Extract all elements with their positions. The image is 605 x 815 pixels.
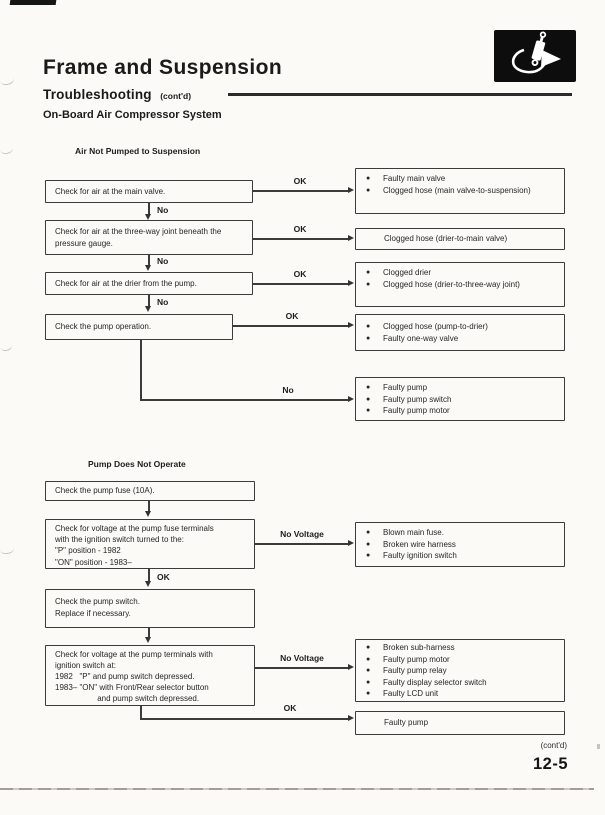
scan-artifact (0, 340, 13, 352)
bullet-icon (366, 539, 383, 551)
ok-label: OK (293, 176, 307, 186)
step-box-three-way-joint (45, 220, 253, 255)
result-box-4 (355, 314, 565, 351)
result-item: ● Faulty one-way valve (356, 333, 564, 345)
step-box-fuse-voltage (45, 519, 255, 569)
connector-no-voltage-2 (255, 667, 349, 669)
bullet-icon (366, 185, 383, 197)
step-text-line: 1983– "ON" with Front/Rear selector button (55, 683, 209, 692)
step-box-check-main-valve (45, 180, 253, 203)
result-box-8 (355, 711, 565, 735)
shock-absorber-icon (494, 30, 576, 82)
bullet-icon (366, 279, 383, 291)
bullet-icon (366, 173, 383, 185)
result-box-2 (355, 228, 565, 250)
arrow-head (145, 265, 151, 271)
arrow-head (348, 396, 354, 402)
result-item: ● Faulty pump motor (356, 405, 564, 417)
connector-ok-3 (253, 283, 349, 285)
arrow-head (348, 322, 354, 328)
result-box-3 (355, 262, 565, 307)
connector-ok-elbow (140, 718, 349, 720)
bullet-icon (366, 394, 383, 406)
result-item: ● Faulty display selector switch (356, 677, 564, 689)
step-text-line: Check the pump switch. (55, 597, 140, 606)
scan-artifact (10, 0, 57, 5)
step-box-drier (45, 272, 253, 295)
step-text: Check the pump operation. (55, 322, 152, 332)
result-box-7 (355, 639, 565, 702)
bullet-icon (366, 527, 383, 539)
bullet-icon (366, 321, 383, 333)
step-box-pump-switch (45, 589, 255, 628)
step-box-pump-fuse (45, 481, 255, 501)
arrow-head (145, 581, 151, 587)
result-item: ● Faulty main valve (356, 173, 564, 185)
flow2-heading: Pump Does Not Operate (88, 459, 186, 469)
bullet-icon (366, 677, 383, 689)
no-label: No (157, 256, 169, 266)
bullet-icon (366, 267, 383, 279)
result-item: ● Broken sub-harness (356, 642, 564, 654)
result-box-1 (355, 168, 565, 214)
ok-label: OK (293, 269, 307, 279)
bullet-icon (366, 333, 383, 345)
arrow-head (348, 715, 354, 721)
page-subtitle (43, 86, 191, 104)
result-box-6 (355, 522, 565, 567)
arrow-head (348, 187, 354, 193)
step-text-line: Check for voltage at the pump fuse terminals (55, 524, 214, 533)
ok-label: OK (293, 224, 307, 234)
arrow-head (348, 540, 354, 546)
step-text-line: with the ignition switch turned to the: (55, 535, 184, 545)
step-text-line: "P" position - 1982 (55, 546, 121, 556)
bullet-icon (366, 688, 383, 700)
bullet-icon (366, 654, 383, 666)
step-text-line: Check for voltage at the pump terminals with (55, 650, 213, 659)
step-text-line: Replace if necessary. (55, 609, 131, 618)
step-box-pump-voltage (45, 645, 255, 706)
step-text-line: and pump switch depressed. (55, 694, 200, 703)
contd-label: (cont'd) (540, 741, 567, 750)
arrow-head (145, 306, 151, 312)
result-item: ● Faulty pump motor (356, 654, 564, 666)
step-text-line: ignition switch at: (55, 661, 116, 670)
step-text: Check the pump fuse (10A). (55, 486, 155, 496)
result-item: ● Faulty pump switch (356, 394, 564, 406)
result-item: ● Clogged hose (pump-to-drier) (356, 321, 564, 333)
result-item: ● Faulty pump (356, 382, 564, 394)
result-item: ● Faulty LCD unit (356, 688, 564, 700)
section-title: On-Board Air Compressor System (43, 109, 222, 121)
scan-artifact (0, 143, 14, 155)
step-box-pump-operation (45, 314, 233, 340)
bullet-icon (366, 405, 383, 417)
bullet-icon (366, 382, 383, 394)
arrow-head (348, 235, 354, 241)
connector-no-4 (140, 399, 349, 401)
result-item: ● Clogged hose (main valve-to-suspension) (356, 185, 564, 197)
step-text: Check for air at the three-way joint beneath the pressure gauge. (55, 227, 222, 248)
result-item: ● Faulty pump relay (356, 665, 564, 677)
page-number: 12-5 (532, 755, 568, 773)
step-text-line: "ON" position - 1983– (55, 557, 132, 567)
bullet-icon (366, 665, 383, 677)
result-item: ● Faulty ignition switch (356, 550, 564, 562)
connector-ok-4 (233, 325, 349, 327)
page-title: Frame and Suspension (43, 56, 283, 79)
ok-label: OK (285, 311, 299, 321)
result-item: ● Clogged hose (drier-to-three-way joint) (356, 279, 564, 291)
result-item: Faulty pump (384, 718, 429, 728)
step-text-line: 1982 "P" and pump switch depressed. (55, 672, 195, 681)
arrow-head (348, 280, 354, 286)
arrow-head (348, 664, 354, 670)
no-voltage-label: No Voltage (280, 653, 324, 663)
scan-artifact (597, 744, 600, 749)
subtitle-text: Troubleshooting (43, 87, 152, 102)
step-text: Check for air at the main valve. (55, 186, 166, 196)
arrow-head (145, 637, 151, 643)
scan-artifact (0, 72, 15, 86)
header-rule (228, 93, 572, 96)
result-item: ● Blown main fuse. (356, 527, 564, 539)
connector-no-4 (140, 340, 142, 400)
no-label: No (157, 297, 169, 307)
ok-label: OK (283, 703, 297, 713)
connector-ok-2 (253, 238, 349, 240)
flow1-heading: Air Not Pumped to Suspension (75, 146, 201, 156)
arrow-head (145, 511, 151, 517)
connector-no-voltage-1 (255, 543, 349, 545)
result-box-5 (355, 377, 565, 421)
result-item: Clogged hose (drier-to-main valve) (384, 234, 508, 244)
bullet-icon (366, 642, 383, 654)
connector-ok-1 (253, 190, 349, 192)
scan-artifact (0, 788, 594, 790)
step-text: Check for air at the drier from the pump. (55, 278, 197, 288)
subtitle-contd-note: (cont'd) (160, 91, 192, 101)
result-item: ● Broken wire harness (356, 539, 564, 551)
no-voltage-label: No Voltage (280, 529, 324, 539)
ok-label: OK (157, 572, 170, 582)
result-item: ● Clogged drier (356, 267, 564, 279)
no-label: No (282, 385, 294, 395)
scan-artifact (0, 544, 15, 555)
bullet-icon (366, 550, 383, 562)
no-label: No (157, 205, 169, 215)
